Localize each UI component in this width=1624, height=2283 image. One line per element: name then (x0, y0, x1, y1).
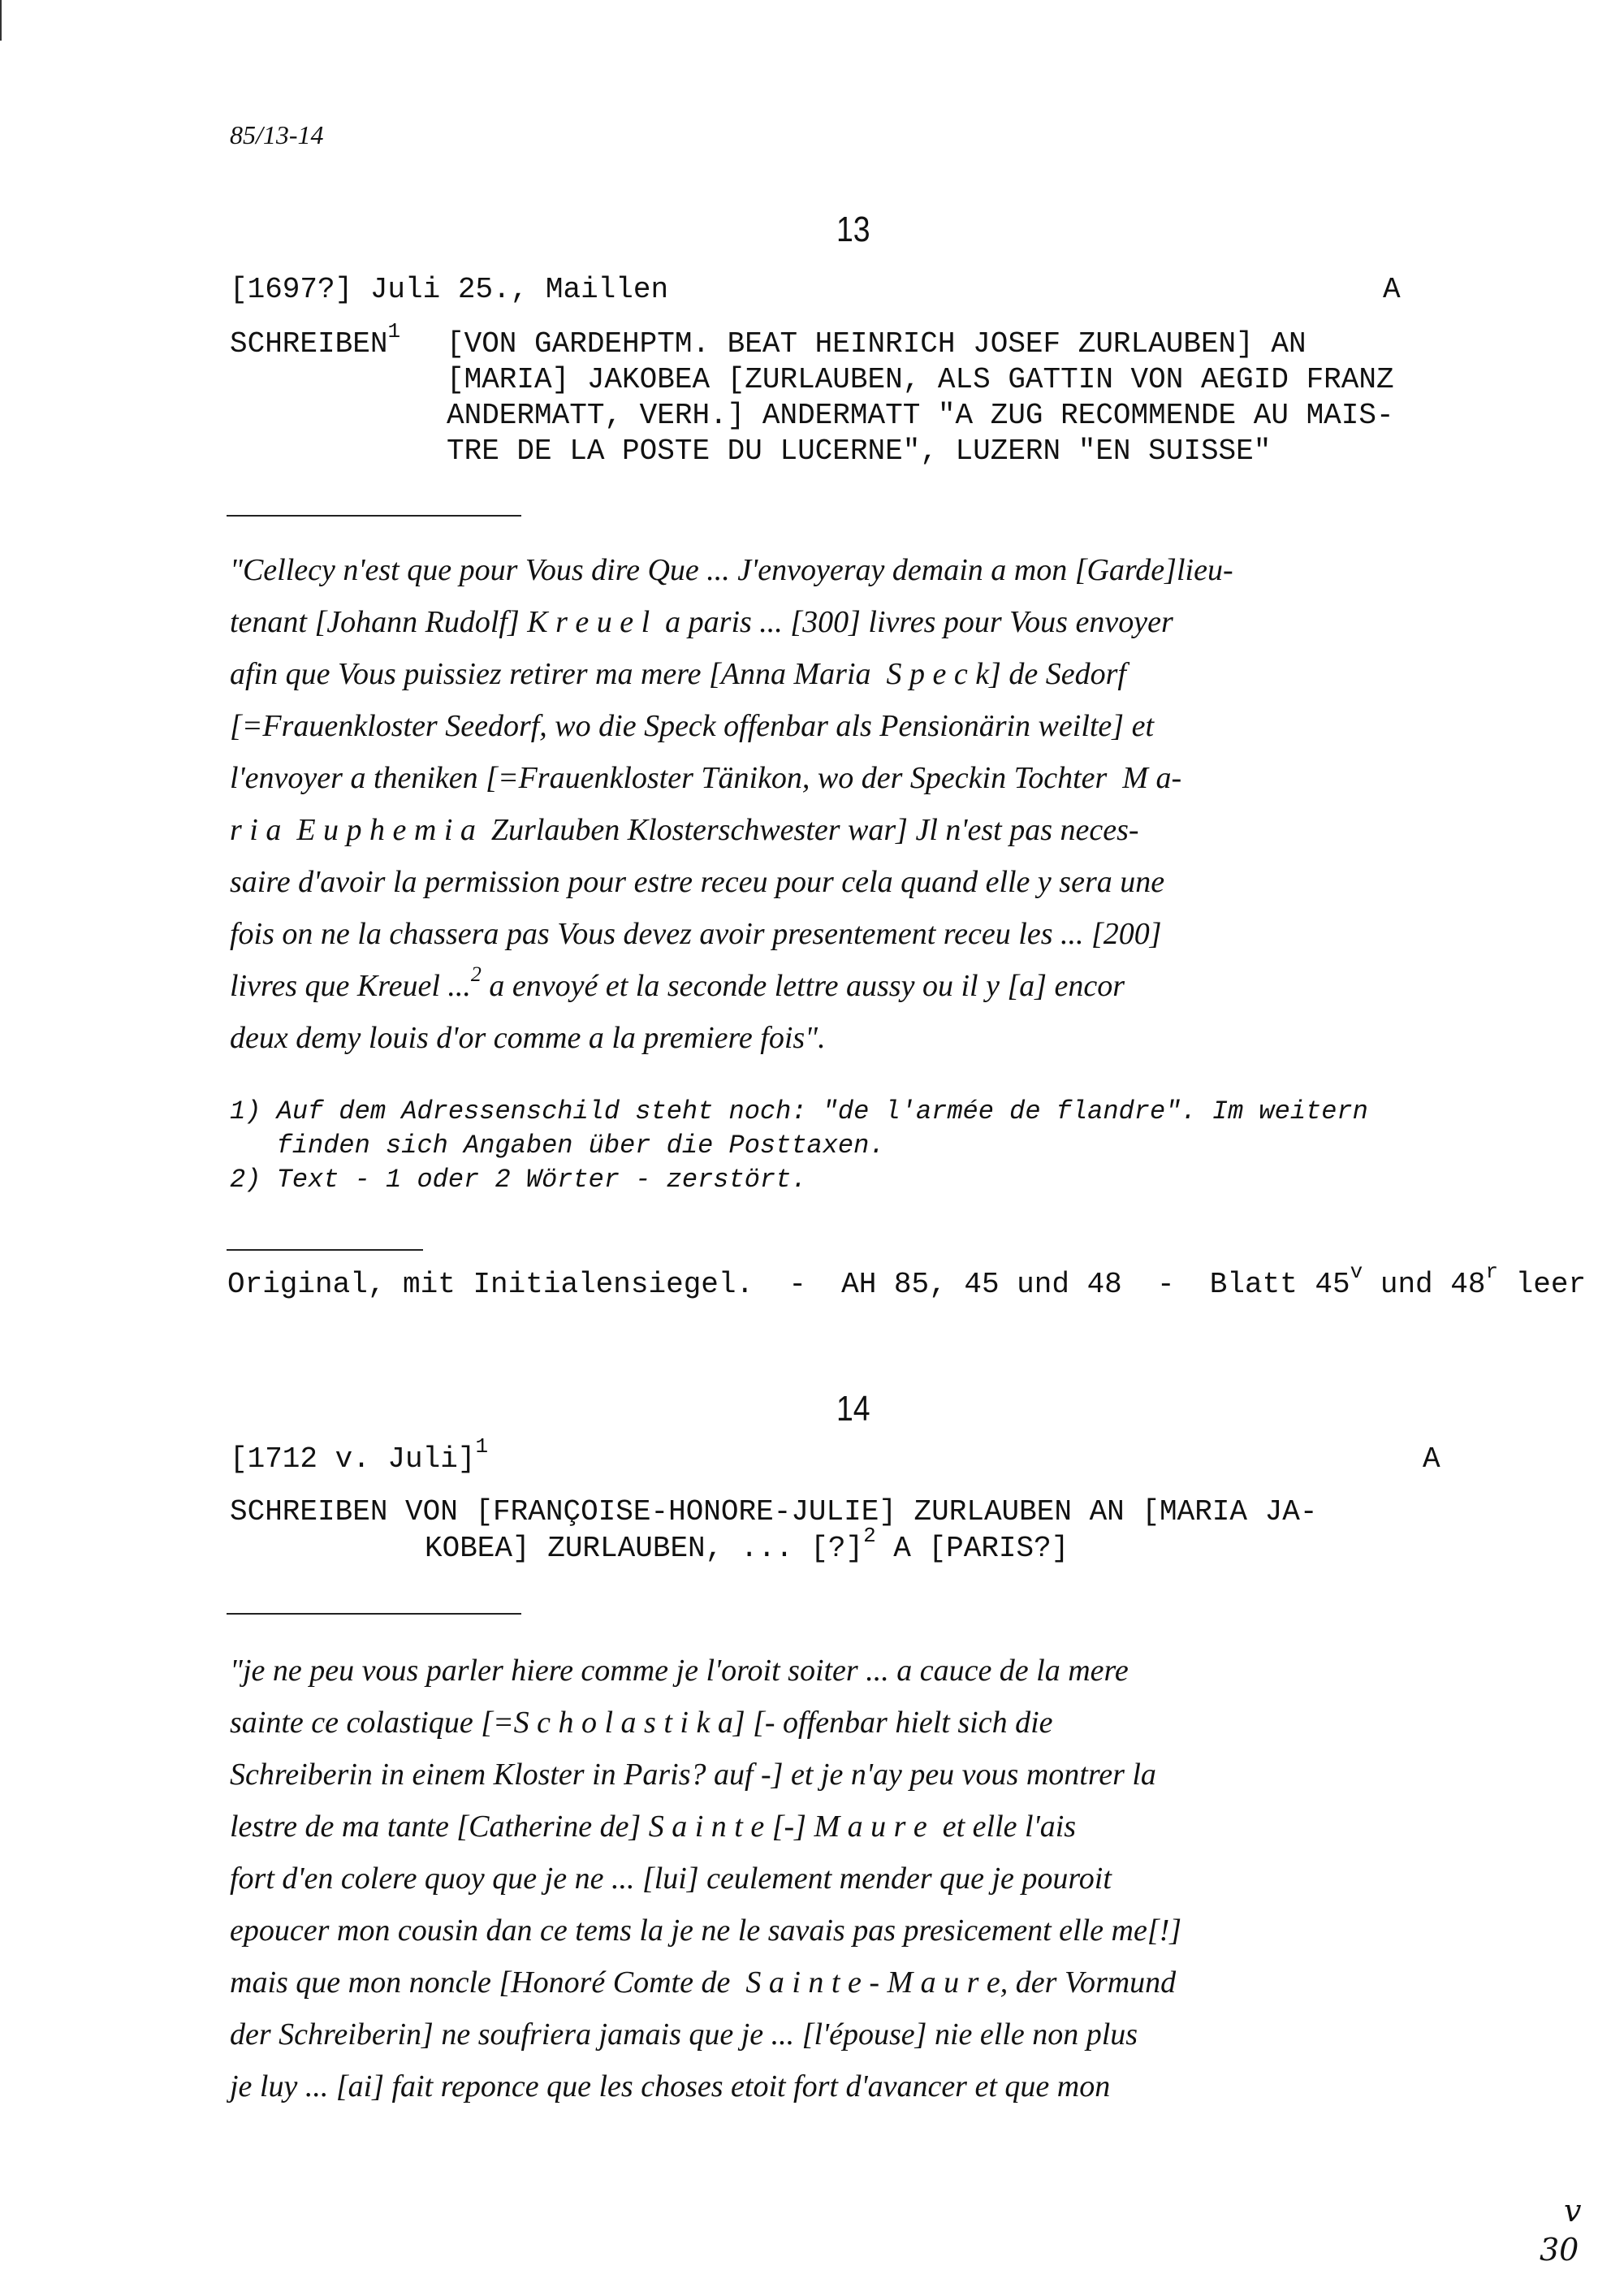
entry-13-heading-line-2: [MARIA] JAKOBEA [ZURLAUBEN, ALS GATTIN VON AEGID FRANZ (447, 363, 1394, 396)
entry-13-text-line-9 (230, 962, 1125, 1004)
entry-14-text-line-8: der Schreiberin] ne soufriera jamais que je ... [l'épouse] nie elle non plus (230, 2017, 1138, 2052)
source-text: und 48 (1363, 1268, 1486, 1301)
entry-14-text-line-2: sainte ce colastique [=S c h o l a s t i k a] [- offenbar hielt sich die (230, 1706, 1053, 1740)
text-part: a envoyé et la seconde lettre aussy ou il y [a] encor (481, 969, 1125, 1003)
entry-14-text-line-9: je luy ... [ai] fait reponce que les choses etoit fort d'avancer et que mon (230, 2069, 1111, 2104)
entry-14-heading-line-1: SCHREIBEN VON [FRANÇOISE-HONORE-JULIE] ZURLAUBEN AN [MARIA JA- (230, 1495, 1318, 1528)
entry-13-text-line-2: tenant [Johann Rudolf] K r e u e l a paris ... [300] livres pour Vous envoyer (230, 605, 1173, 639)
entry-14-text-line-1: "je ne peu vous parler hiere comme je l'oroit soiter ... a cauce de la mere (230, 1654, 1129, 1688)
entry-13-heading-line-1 (230, 319, 401, 362)
entry-14-text-line-7: mais que mon noncle [Honoré Comte de S a i n t e - M a u r e, der Vormund (230, 1965, 1177, 2000)
entry-14-date (230, 1434, 489, 1477)
entry-14-heading-line-2 (425, 1524, 1069, 1567)
section-divider (227, 1613, 521, 1615)
heading-text: KOBEA] ZURLAUBEN, ... [?] (425, 1532, 864, 1565)
entry-13-language-mark: A (1383, 273, 1401, 306)
date-text: [1712 v. Juli] (230, 1442, 476, 1476)
footnote-2: 2) Text - 1 oder 2 Wörter - zerstört. (230, 1165, 807, 1195)
heading-word: SCHREIBEN (230, 327, 388, 361)
superscript: r (1485, 1260, 1499, 1284)
entry-13-text-line-3: afin que Vous puissiez retirer ma mere [Anna Maria S p e c k] de Sedorf (230, 657, 1126, 691)
source-text: leer (1498, 1268, 1587, 1301)
entry-13-text-line-10: deux demy louis d'or comme a la premiere fois". (230, 1021, 826, 1055)
section-divider (227, 515, 521, 517)
section-divider (227, 1249, 423, 1251)
source-text: Original, mit Initialensiegel. - AH 85, 45 und 48 - Blatt 45 (227, 1268, 1350, 1301)
entry-13-text-line-1: "Cellecy n'est que pour Vous dire Que ... J'envoyeray demain a mon [Garde]lieu- (230, 553, 1233, 587)
entry-number-14: 14 (836, 1389, 870, 1429)
scan-edge-mark (0, 0, 13, 41)
superscript: v (1350, 1260, 1363, 1284)
entry-number-13: 13 (836, 210, 870, 249)
entry-13-date-place: [1697?] Juli 25., Maillen (230, 273, 669, 306)
entry-13-heading-line-3: ANDERMATT, VERH.] ANDERMATT "A ZUG RECOMMENDE AU MAIS- (447, 399, 1394, 432)
footnote-1-line-1: 1) Auf dem Adressenschild steht noch: "de l'armée de flandre". Im weitern (230, 1096, 1368, 1126)
footnote-mark: 2 (863, 1524, 876, 1548)
entry-14-text-line-6: epoucer mon cousin dan ce tems la je ne le savais pas presicement elle me[!] (230, 1913, 1182, 1948)
text-part: livres que Kreuel ... (230, 969, 471, 1003)
footnote-mark: 2 (470, 962, 482, 986)
entry-13-text-line-7: saire d'avoir la permission pour estre receu pour cela quand elle y sera une (230, 865, 1165, 899)
handwritten-mark: v (1564, 2193, 1582, 2229)
entry-13-text-line-4: [=Frauenkloster Seedorf, wo die Speck offenbar als Pensionärin weilte] et (230, 709, 1155, 743)
entry-14-language-mark: A (1423, 1442, 1440, 1476)
entry-13-heading-line-4: TRE DE LA POSTE DU LUCERNE", LUZERN "EN SUISSE" (447, 435, 1272, 468)
entry-13-heading-line-1-rest: [VON GARDEHPTM. BEAT HEINRICH JOSEF ZURLAUBEN] AN (447, 327, 1307, 361)
footnote-1-line-2: finden sich Angaben über die Posttaxen. (230, 1131, 885, 1161)
footnote-mark: 1 (475, 1434, 489, 1459)
heading-text: A [PARIS?] (875, 1532, 1069, 1565)
handwritten-page-number: 30 (1540, 2232, 1579, 2268)
entry-14-text-line-3: Schreiberin in einem Kloster in Paris? auf -] et je n'ay peu vous montrer la (230, 1758, 1156, 1792)
entry-14-text-line-4: lestre de ma tante [Catherine de] S a i n t e [-] M a u r e et elle l'ais (230, 1810, 1077, 1844)
entry-13-text-line-5: l'envoyer a theniken [=Frauenkloster Tänikon, wo der Speckin Tochter M a- (230, 761, 1182, 795)
archive-reference: 85/13-14 (230, 120, 324, 149)
footnote-mark: 1 (387, 319, 401, 344)
entry-14-text-line-5: fort d'en colere quoy que je ne ... [lui] ceulement mender que je pouroit (230, 1861, 1112, 1896)
entry-13-source-note (227, 1260, 1587, 1303)
entry-13-text-line-6: r i a E u p h e m i a Zurlauben Klosterschwester war] Jl n'est pas neces- (230, 813, 1139, 847)
entry-13-text-line-8: fois on ne la chassera pas Vous devez avoir presentement receu les ... [200] (230, 917, 1162, 951)
